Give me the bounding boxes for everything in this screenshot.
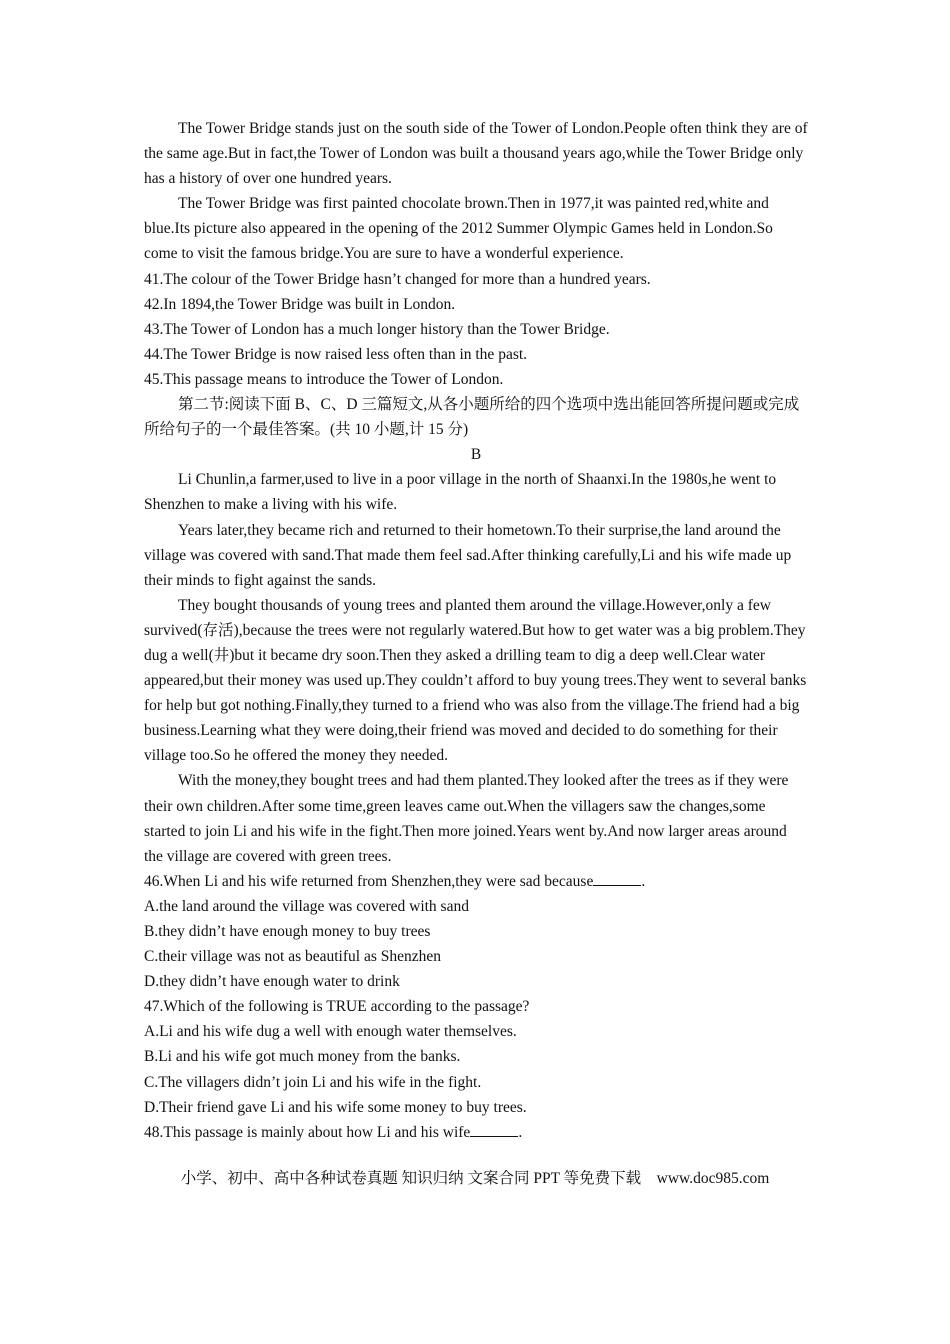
option-47-b: B.Li and his wife got much money from the banks.	[144, 1048, 461, 1066]
statement-43: 43.The Tower of London has a much longer history than the Tower Bridge.	[144, 320, 610, 338]
question-48-end: .	[518, 1123, 523, 1141]
option-46-a: A.the land around the village was covered with sand	[144, 897, 469, 915]
page-footer: 小学、初中、高中各种试卷真题 知识归纳 文案合同 PPT 等免费下载 www.doc985.com	[180, 1170, 770, 1187]
passage-b-paragraph: Li Chunlin,a farmer,used to live in a poor village in the north of Shaanxi.In the 1980s,he went to Shenzhen to make a living with his wife.	[144, 471, 777, 514]
answer-blank	[470, 1122, 518, 1137]
question-48-stem: 48.This passage is mainly about how Li and his wife	[144, 1123, 471, 1141]
question-47: 47.Which of the following is TRUE according to the passage?	[144, 998, 530, 1016]
passage-a-paragraph: The Tower Bridge stands just on the south side of the Tower of London.People often think they are of the same age.But in fact,the Tower of London was built a thousand years ago,while the Tower Bridge only has a history of over one hundred years.	[144, 120, 808, 188]
option-47-a: A.Li and his wife dug a well with enough water themselves.	[144, 1023, 517, 1041]
option-47-c: C.The villagers didn’t join Li and his wife in the fight.	[144, 1073, 482, 1091]
statement-45: 45.This passage means to introduce the Tower of London.	[144, 370, 504, 388]
option-46-b: B.they didn’t have enough money to buy trees	[144, 923, 431, 940]
statement-42: 42.In 1894,the Tower Bridge was built in London.	[144, 295, 456, 313]
question-46-stem: 46.When Li and his wife returned from Shenzhen,they were sad because	[144, 872, 594, 890]
passage-b-paragraph: With the money,they bought trees and had them planted.They looked after the trees as if they were their own children.After some time,green leaves came out.When the villagers saw the changes,some started to join Li and his wife in the fight.Then more joined.Years went by.And now larger areas around the village are covered with green trees.	[144, 772, 789, 865]
passage-label: B	[470, 446, 482, 464]
section-instructions: 第二节:阅读下面 B、C、D 三篇短文,从各小题所给的四个选项中选出能回答所提问题或完成所给句子的一个最佳答案。(共 10 小题,计 15 分)	[144, 396, 800, 439]
passage-a-paragraph: The Tower Bridge was first painted chocolate brown.Then in 1977,it was painted red,white and blue.Its picture also appeared in the opening of the 2012 Summer Olympic Games held in London.So come to visit the famous bridge.You are sure to have a wonderful experience.	[144, 195, 773, 263]
option-47-d: D.Their friend gave Li and his wife some money to buy trees.	[144, 1098, 527, 1116]
document-body	[144, 116, 808, 1145]
question-46	[144, 869, 808, 894]
passage-b-paragraph: They bought thousands of young trees and planted them around the village.However,only a few survived(存活),because the trees were not regularly watered.But how to get water was a big problem.They dug a well(井)but it became dry soon.Then they asked a drilling team to dig a deep well.Clear water appeared,but their money was used up.They couldn’t afford to buy young trees.They went to several banks for help but got nothing.Finally,they turned to a friend who was also from the village.The friend had a big business.Learning what they were doing,their friend was moved and decided to do something for their village too.So he offered the money they needed.	[144, 596, 807, 765]
statement-41: 41.The colour of the Tower Bridge hasn’t changed for more than a hundred years.	[144, 270, 651, 288]
option-46-c: C.their village was not as beautiful as Shenzhen	[144, 948, 442, 966]
question-48	[144, 1120, 808, 1145]
passage-b-paragraph: Years later,they became rich and returned to their hometown.To their surprise,the land around the village was covered with sand.That made them feel sad.After thinking carefully,Li and his wife made up their minds to fight against the sands.	[144, 521, 792, 589]
question-46-end: .	[641, 872, 646, 890]
option-46-d: D.they didn’t have enough water to drink	[144, 973, 400, 991]
answer-blank	[593, 871, 641, 886]
statement-44: 44.The Tower Bridge is now raised less often than in the past.	[144, 345, 528, 363]
